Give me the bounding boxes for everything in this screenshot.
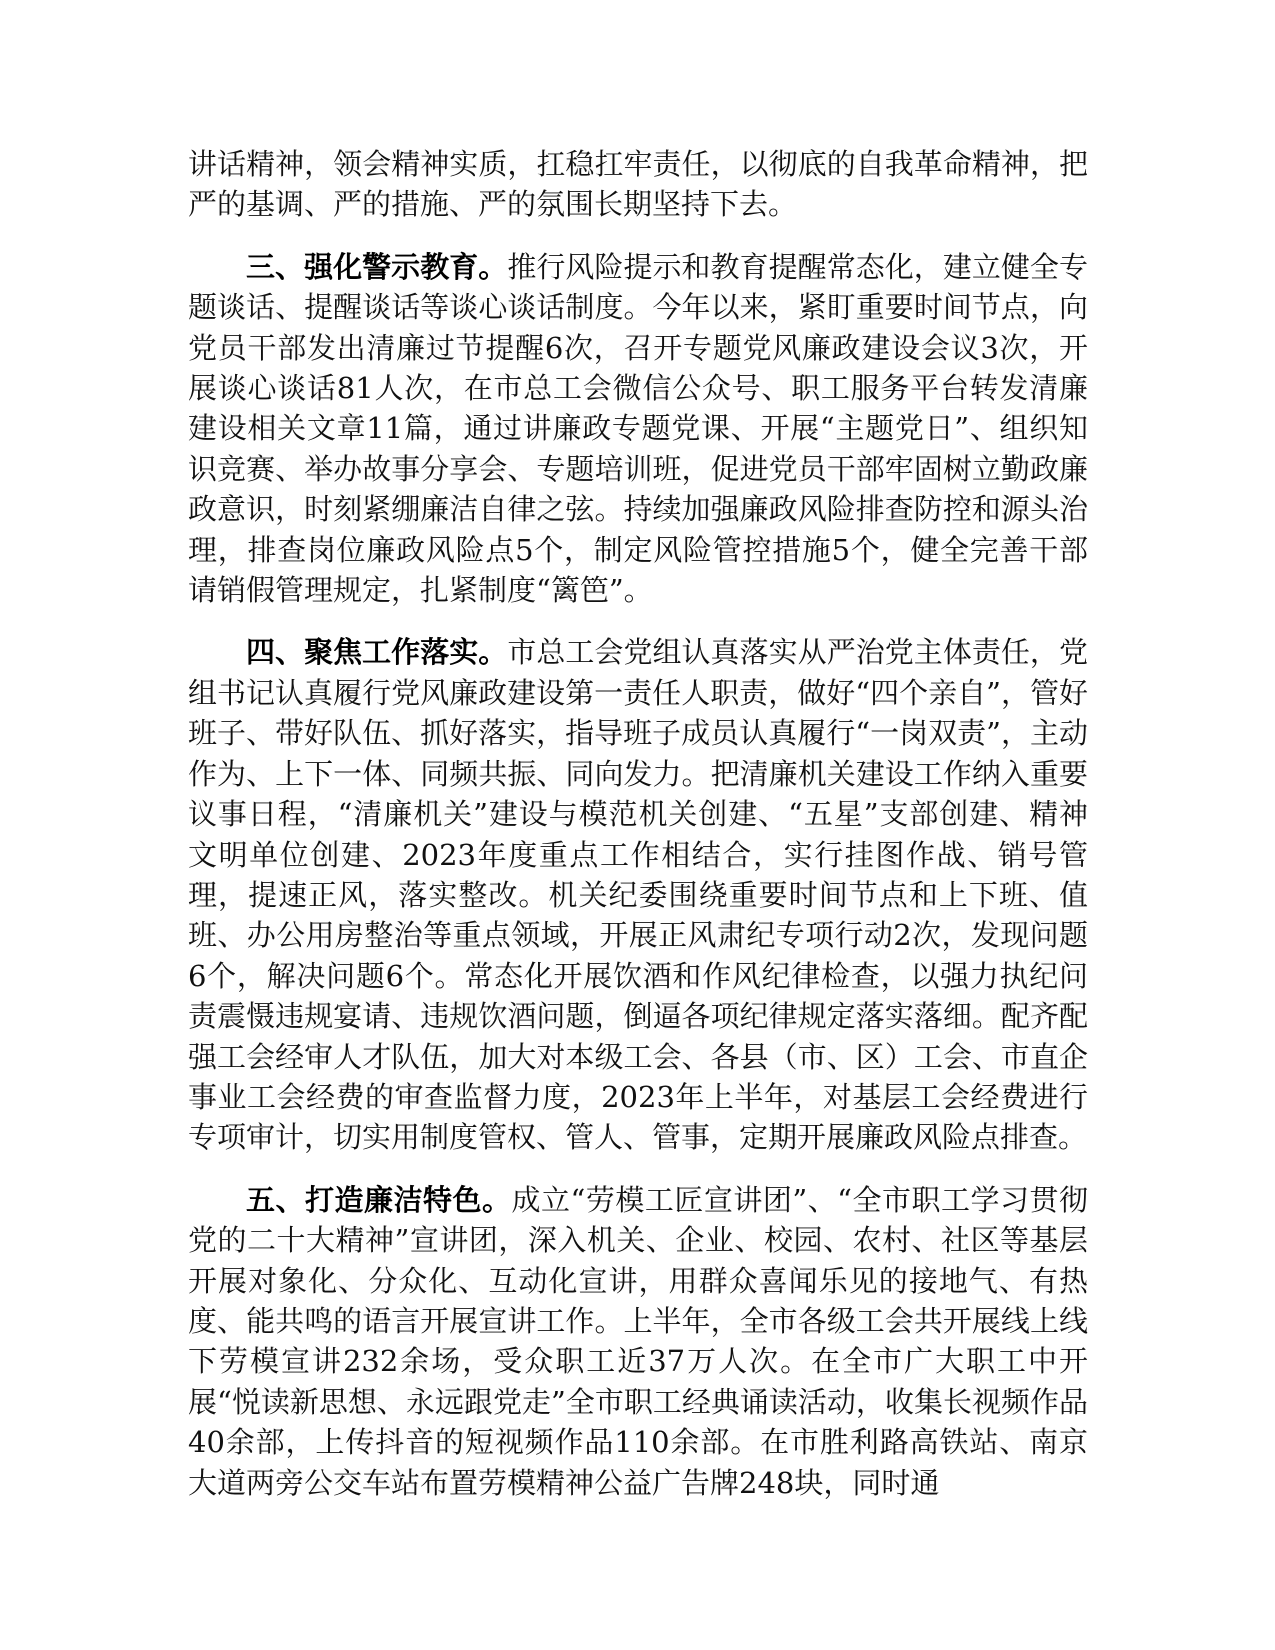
section-heading: 五、打造廉洁特色。 xyxy=(246,1182,512,1217)
paragraph-work-implementation xyxy=(188,632,1088,1157)
paragraph-continuation xyxy=(188,144,1088,225)
paragraph-text: 成立“劳模工匠宣讲团”、“全市职工学习贯彻党的二十大精神”宣讲团，深入机关、企业、校园、农村、社区等基层开展对象化、分众化、互动化宣讲，用群众喜闻乐见的接地气、有热度、能共鸣的语言开展宣讲工作。上半年，全市各级工会共开展线上线下劳模宣讲232余场，受众职工近37万人次。在全市广大职工中开展“悦读新思想、永远跟党走”全市职工经典诵读活动，收集长视频作品40余部，上传抖音的短视频作品110余部。在市胜利路高铁站、南京大道两旁公交车站布置劳模精神公益广告牌248块，同时通 xyxy=(188,1182,1088,1500)
section-heading: 三、强化警示教育。 xyxy=(246,249,508,284)
paragraph-text: 讲话精神，领会精神实质，扛稳扛牢责任，以彻底的自我革命精神，把严的基调、严的措施、严的氛围长期坚持下去。 xyxy=(188,147,1088,222)
section-heading: 四、聚焦工作落实。 xyxy=(246,635,508,670)
paragraph-text: 推行风险提示和教育提醒常态化，建立健全专题谈话、提醒谈话等谈心谈话制度。今年以来，紧盯重要时间节点，向党员干部发出清廉过节提醒6次，召开专题党风廉政建设会议3次，开展谈心谈话81人次，在市总工会微信公众号、职工服务平台转发清廉建设相关文章11篇，通过讲廉政专题党课、开展“主题党日”、组织知识竞赛、举办故事分享会、专题培训班，促进党员干部牢固树立勤政廉政意识，时刻紧绷廉洁自律之弦。持续加强廉政风险排查防控和源头治理，排查岗位廉政风险点5个，制定风险管控措施5个，健全完善干部请销假管理规定，扎紧制度“篱笆”。 xyxy=(188,249,1088,608)
paragraph-warning-education xyxy=(188,247,1088,611)
document-body xyxy=(188,144,1088,1525)
paragraph-integrity-features xyxy=(188,1180,1088,1503)
paragraph-text: 市总工会党组认真落实从严治党主体责任，党组书记认真履行党风廉政建设第一责任人职责，做好“四个亲自”，管好班子、带好队伍、抓好落实，指导班子成员认真履行“一岗双责”，主动作为、上下一体、同频共振、同向发力。把清廉机关建设工作纳入重要议事日程，“清廉机关”建设与模范机关创建、“五星”支部创建、精神文明单位创建、2023年度重点工作相结合，实行挂图作战、销号管理，提速正风，落实整改。机关纪委围绕重要时间节点和上下班、值班、办公用房整治等重点领域，开展正风肃纪专项行动2次，发现问题6个，解决问题6个。常态化开展饮酒和作风纪律检查，以强力执纪问责震慑违规宴请、违规饮酒问题，倒逼各项纪律规定落实落细。配齐配强工会经审人才队伍，加大对本级工会、各县（市、区）工会、市直企事业工会经费的审查监督力度，2023年上半年，对基层工会经费进行专项审计，切实用制度管权、管人、管事，定期开展廉政风险点排查。 xyxy=(188,635,1088,1155)
